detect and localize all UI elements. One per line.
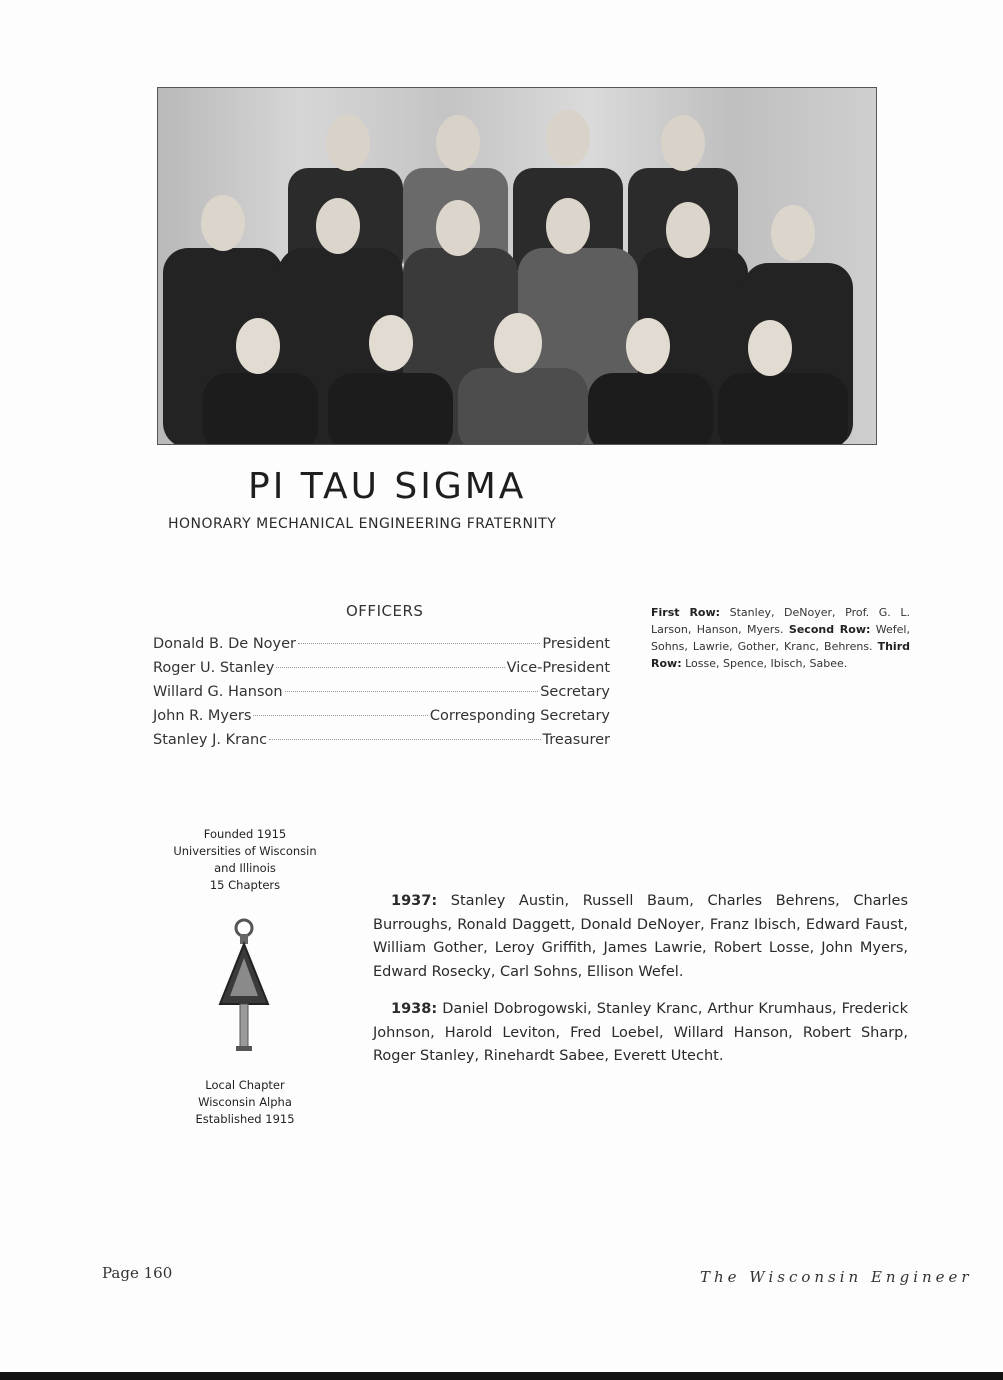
dot-leader (285, 691, 539, 692)
caption-third-row-label: Third Row: (651, 640, 910, 670)
caption-third-row-text: Losse, Spence, Ibisch, Sabee. (685, 657, 848, 670)
caption-first-row-label: First Row: (651, 606, 721, 619)
group-photo (157, 87, 877, 445)
year-label: 1938: (391, 1001, 438, 1017)
year-label: 1937: (391, 893, 438, 909)
page-number: Page 160 (102, 1264, 173, 1282)
officer-name: Stanley J. Kranc (153, 732, 268, 748)
founded-line: and Illinois (214, 861, 276, 875)
local-chapter-info (160, 1077, 330, 1128)
page-subtitle: HONORARY MECHANICAL ENGINEERING FRATERNITY (168, 516, 557, 532)
local-line: Local Chapter (205, 1078, 285, 1092)
publication-name: The Wisconsin Engineer (700, 1268, 973, 1286)
caption-second-row-label: Second Row: (788, 623, 871, 636)
caption-first-row-text: Stanley, DeNoyer, Prof. G. L. Larson, Hanson, Myers. (651, 606, 910, 636)
officer-row (153, 636, 610, 652)
dot-leader (276, 667, 504, 668)
members-1937 (373, 890, 908, 984)
founded-line: 15 Chapters (209, 878, 281, 892)
officer-name: Willard G. Hanson (153, 684, 283, 700)
officers-heading: OFFICERS (346, 602, 424, 620)
officer-role: Corresponding Secretary (429, 708, 610, 724)
officer-row (153, 708, 610, 724)
fraternity-key-badge (216, 916, 276, 1060)
dot-leader (269, 739, 540, 740)
members-1938 (373, 998, 908, 1069)
officer-role: President (542, 636, 610, 652)
photo-caption (651, 604, 910, 672)
officer-name: Roger U. Stanley (153, 660, 275, 676)
page-title: PI TAU SIGMA (248, 466, 527, 507)
officer-name: John R. Myers (153, 708, 252, 724)
bottom-rule (0, 1372, 1003, 1380)
officer-name: Donald B. De Noyer (153, 636, 296, 652)
dot-leader (298, 643, 540, 644)
officer-role: Treasurer (542, 732, 610, 748)
founded-line: Universities of Wisconsin (173, 844, 317, 858)
founded-line: Founded 1915 (203, 827, 287, 841)
local-line: Established 1915 (195, 1112, 295, 1126)
member-list: Stanley Austin, Russell Baum, Charles Behrens, Charles Burroughs, Ronald Daggett, Donald DeNoyer, Franz Ibisch, Edward Faust, William Gother, Leroy Griffith, James Lawrie, Robert Losse, John Myers, Edward Rosecky, Carl Sohns, Ellison Wefel. (373, 893, 909, 980)
officer-role: Secretary (540, 684, 610, 700)
local-line: Wisconsin Alpha (198, 1095, 292, 1109)
member-list: Daniel Dobrogowski, Stanley Kranc, Arthur Krumhaus, Frederick Johnson, Harold Leviton, Fred Loebel, Willard Hanson, Robert Sharp, Roger Stanley, Rinehardt Sabee, Everett Utecht. (373, 1001, 909, 1064)
caption-second-row-text: Wefel, Sohns, Lawrie, Gother, Kranc, Behrens. (651, 623, 910, 653)
founded-info (160, 826, 330, 894)
dot-leader (253, 715, 427, 716)
officer-role: Vice-President (506, 660, 610, 676)
officer-row (153, 684, 610, 700)
officer-row (153, 732, 610, 748)
officer-row (153, 660, 610, 676)
